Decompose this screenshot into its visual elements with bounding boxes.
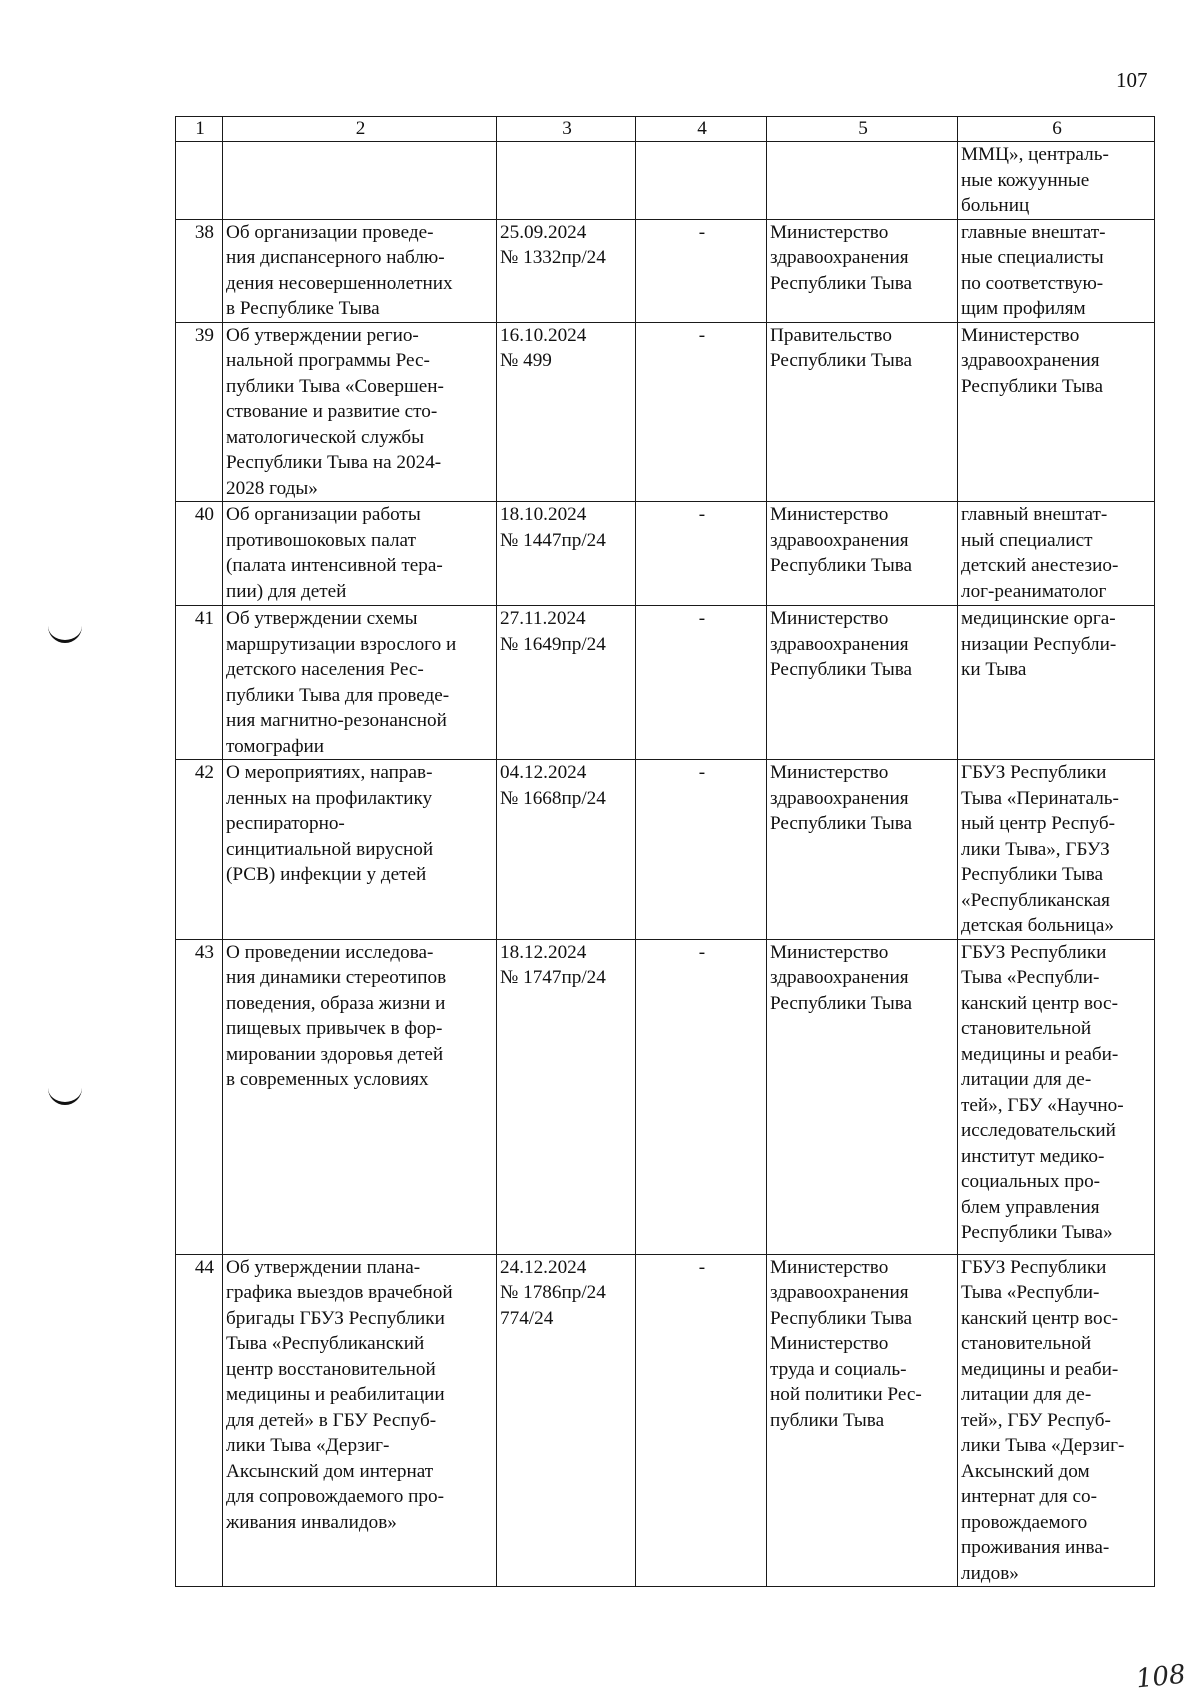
cell-line: ствование и развитие сто- xyxy=(226,401,438,422)
cell-line: центр восстановительной xyxy=(226,1358,436,1380)
column-4-cell: - xyxy=(636,502,767,606)
cell-line: № 1447пр/24 xyxy=(500,529,606,551)
cell-line: Министерство xyxy=(961,324,1080,346)
cell-line: медицины и реаби- xyxy=(961,1043,1119,1065)
cell-line: Республики Тыва xyxy=(770,813,913,834)
cell-line: в современных условиях xyxy=(226,1069,429,1090)
column-4-cell: - xyxy=(636,1254,767,1587)
cell-line: О проведении исследова- xyxy=(226,941,434,963)
cell-line: 27.11.2024 xyxy=(500,608,586,629)
cell-line: для сопровождаемого про- xyxy=(226,1486,444,1507)
cell-line: лики Тыва «Дерзиг- xyxy=(226,1435,390,1456)
cell-line: Об утверждении схемы xyxy=(226,608,418,629)
cell-line: 24.12.2024 xyxy=(500,1256,587,1278)
cell-line: маршрутизации взрослого и xyxy=(226,633,457,655)
row-number-cell xyxy=(176,142,223,220)
cell-line: ГБУЗ Республики xyxy=(961,762,1107,783)
cell-line: О мероприятиях, направ- xyxy=(226,762,433,783)
document-title-cell xyxy=(223,760,497,940)
cell-line: Об утверждении плана- xyxy=(226,1256,421,1278)
cell-line: лики Тыва «Дерзиг- xyxy=(961,1435,1125,1456)
cell-line: (РСВ) инфекции у детей xyxy=(226,864,427,885)
date-number-cell xyxy=(497,502,636,606)
cell-line: Тыва «Республи- xyxy=(961,1282,1100,1303)
cell-line: для детей» в ГБУ Респуб- xyxy=(226,1409,437,1431)
cell-line: № 499 xyxy=(500,350,552,371)
cell-line: синцитиальной вирусной xyxy=(226,838,434,860)
cell-line: здравоохранения xyxy=(770,633,909,655)
cell-line: здравоохранения xyxy=(770,247,909,268)
cell-line: ГБУЗ Республики xyxy=(961,941,1107,963)
row-number-cell: 41 xyxy=(176,606,223,760)
cell-line: ные кожуунные xyxy=(961,169,1090,191)
cell-line: Республики Тыва xyxy=(770,1307,913,1329)
cell-line: интернат для со- xyxy=(961,1486,1097,1507)
cell-line: щим профилям xyxy=(961,298,1086,319)
cell-line: Министерство xyxy=(770,941,889,963)
cell-line: «Республиканская xyxy=(961,889,1110,911)
cell-line: детский анестезио- xyxy=(961,555,1119,576)
date-number-cell xyxy=(497,939,636,1254)
executor-cell xyxy=(958,760,1155,940)
table-row xyxy=(176,219,1155,322)
executor-cell xyxy=(958,939,1155,1254)
column-4-cell xyxy=(636,142,767,220)
cell-line: главный внештат- xyxy=(961,504,1108,525)
column-4-cell: - xyxy=(636,939,767,1254)
page-number: 107 xyxy=(1116,68,1148,92)
cell-line: медицины и реабилитации xyxy=(226,1384,445,1405)
cell-line: Тыва «Перинаталь- xyxy=(961,787,1119,809)
date-number-cell xyxy=(497,219,636,322)
responsible-cell xyxy=(767,219,958,322)
cell-line: Республики Тыва xyxy=(770,350,913,371)
cell-line: 25.09.2024 xyxy=(500,221,587,243)
cell-line: ный центр Респуб- xyxy=(961,813,1115,834)
cell-line: лидов» xyxy=(961,1562,1019,1584)
cell-line: № 1786пр/24 xyxy=(500,1282,606,1303)
handwritten-page-number: 108 xyxy=(1134,1659,1188,1695)
row-number-cell: 42 xyxy=(176,760,223,940)
document-title-cell xyxy=(223,606,497,760)
cell-line: 16.10.2024 xyxy=(500,324,587,346)
cell-line: тей», ГБУ Респуб- xyxy=(961,1409,1111,1431)
cell-line: здравоохранения xyxy=(770,529,909,551)
header-cell: 2 xyxy=(223,117,497,142)
table-row xyxy=(176,939,1155,1254)
table-row xyxy=(176,1254,1155,1587)
cell-line: медицинские орга- xyxy=(961,608,1116,629)
cell-line: публики Тыва для проведе- xyxy=(226,684,450,706)
date-number-cell xyxy=(497,760,636,940)
cell-line: Республики Тыва xyxy=(961,864,1104,885)
cell-line: литации для де- xyxy=(961,1384,1092,1405)
cell-line: мировании здоровья детей xyxy=(226,1043,444,1065)
executor-cell xyxy=(958,322,1155,502)
cell-line: лики Тыва», ГБУЗ xyxy=(961,838,1110,860)
cell-line: № 1332пр/24 xyxy=(500,247,606,268)
cell-line: Об организации работы xyxy=(226,504,421,525)
cell-line: Министерство xyxy=(770,762,889,783)
header-cell: 4 xyxy=(636,117,767,142)
cell-line: ленных на профилактику xyxy=(226,787,433,809)
table-row xyxy=(176,760,1155,940)
cell-line: ГБУЗ Республики xyxy=(961,1256,1107,1278)
responsible-cell xyxy=(767,606,958,760)
cell-line: низации Республи- xyxy=(961,633,1117,655)
cell-line: Аксынский дом xyxy=(961,1460,1090,1482)
row-number-cell: 44 xyxy=(176,1254,223,1587)
date-number-cell xyxy=(497,1254,636,1587)
cell-line: Министерство xyxy=(770,608,889,629)
row-number-cell: 39 xyxy=(176,322,223,502)
cell-line: Министерство xyxy=(770,1256,889,1278)
cell-line: лог-реаниматолог xyxy=(961,580,1107,602)
responsible-cell xyxy=(767,1254,958,1587)
date-number-cell xyxy=(497,322,636,502)
cell-line: труда и социаль- xyxy=(770,1358,907,1380)
cell-line: 2028 годы» xyxy=(226,477,318,499)
cell-line: детского населения Рес- xyxy=(226,659,424,680)
cell-line: главные внештат- xyxy=(961,221,1106,243)
responsible-cell xyxy=(767,502,958,606)
cell-line: в Республике Тыва xyxy=(226,298,380,319)
cell-line: здравоохранения xyxy=(770,967,909,988)
row-number-cell: 43 xyxy=(176,939,223,1254)
cell-line: пии) для детей xyxy=(226,580,347,602)
cell-line: исследовательский xyxy=(961,1120,1116,1141)
executor-cell xyxy=(958,142,1155,220)
executor-cell xyxy=(958,219,1155,322)
cell-line: здравоохранения xyxy=(770,787,909,809)
column-4-cell: - xyxy=(636,606,767,760)
cell-line: Республики Тыва xyxy=(770,659,913,680)
header-cell: 1 xyxy=(176,117,223,142)
cell-line: № 1747пр/24 xyxy=(500,967,606,988)
cell-line: томографии xyxy=(226,735,325,757)
cell-line: матологической службы xyxy=(226,426,425,448)
cell-line: Об организации проведе- xyxy=(226,221,434,243)
cell-line: Республики Тыва xyxy=(770,992,913,1014)
cell-line: нальной программы Рес- xyxy=(226,350,430,371)
cell-line: Республики Тыва xyxy=(770,555,913,576)
cell-line: медицины и реаби- xyxy=(961,1358,1119,1380)
cell-line: литации для де- xyxy=(961,1069,1092,1090)
header-cell: 6 xyxy=(958,117,1155,142)
cell-line: больниц xyxy=(961,195,1030,216)
row-number-cell: 40 xyxy=(176,502,223,606)
cell-line: № 1649пр/24 xyxy=(500,633,606,655)
table-row xyxy=(176,322,1155,502)
document-title-cell xyxy=(223,1254,497,1587)
executor-cell xyxy=(958,1254,1155,1587)
cell-line: Министерство xyxy=(770,1333,889,1354)
cell-line: 18.10.2024 xyxy=(500,504,587,525)
cell-line: графика выездов врачебной xyxy=(226,1282,453,1303)
header-cell: 3 xyxy=(497,117,636,142)
cell-line: Республики Тыва на 2024- xyxy=(226,452,442,473)
cell-line: противошоковых палат xyxy=(226,529,416,551)
cell-line: ММЦ», централь- xyxy=(961,144,1109,165)
cell-line: ные специалисты xyxy=(961,247,1104,268)
cell-line: дения несовершеннолетних xyxy=(226,272,453,294)
executor-cell xyxy=(958,606,1155,760)
column-4-cell: - xyxy=(636,322,767,502)
date-number-cell xyxy=(497,606,636,760)
responsible-cell xyxy=(767,142,958,220)
cell-line: поведения, образа жизни и xyxy=(226,992,446,1014)
cell-line: ния диспансерного наблю- xyxy=(226,247,445,268)
cell-line: 18.12.2024 xyxy=(500,941,587,963)
cell-line: становительной xyxy=(961,1018,1092,1039)
cell-line: детская больница» xyxy=(961,915,1114,936)
cell-line: Аксынский дом интернат xyxy=(226,1460,434,1482)
cell-line: Министерство xyxy=(770,221,889,243)
document-title-cell xyxy=(223,219,497,322)
cell-line: ный специалист xyxy=(961,529,1093,551)
cell-line: ной политики Рес- xyxy=(770,1384,922,1405)
table-row xyxy=(176,502,1155,606)
cell-line: Республики Тыва xyxy=(961,375,1104,397)
document-table xyxy=(175,116,1155,1587)
cell-line: Министерство xyxy=(770,504,889,525)
date-number-cell xyxy=(497,142,636,220)
cell-line: проживания инва- xyxy=(961,1537,1110,1558)
cell-line: пищевых привычек в фор- xyxy=(226,1018,443,1039)
cell-line: Тыва «Республиканский xyxy=(226,1333,425,1354)
column-4-cell: - xyxy=(636,760,767,940)
cell-line: Республики Тыва» xyxy=(961,1222,1113,1243)
cell-line: респираторно- xyxy=(226,813,345,834)
cell-line: бригады ГБУЗ Республики xyxy=(226,1307,445,1329)
cell-line: тей», ГБУ «Научно- xyxy=(961,1094,1124,1116)
cell-line: блем управления xyxy=(961,1196,1100,1218)
cell-line: Правительство xyxy=(770,324,892,346)
cell-line: канский центр вос- xyxy=(961,1307,1118,1329)
cell-line: канский центр вос- xyxy=(961,992,1118,1014)
cell-line: по соответствую- xyxy=(961,272,1104,294)
column-4-cell: - xyxy=(636,219,767,322)
header-cell: 5 xyxy=(767,117,958,142)
cell-line: здравоохранения xyxy=(770,1282,909,1303)
cell-line: Об утверждении регио- xyxy=(226,324,419,346)
cell-line: здравоохранения xyxy=(961,350,1100,371)
margin-mark xyxy=(48,1088,82,1105)
responsible-cell xyxy=(767,760,958,940)
table-row xyxy=(176,142,1155,220)
cell-line: живания инвалидов» xyxy=(226,1511,397,1533)
table-row xyxy=(176,606,1155,760)
cell-line: № 1668пр/24 xyxy=(500,787,606,809)
document-title-cell xyxy=(223,142,497,220)
cell-line: публики Тыва «Совершен- xyxy=(226,375,444,397)
cell-line: Республики Тыва xyxy=(770,272,913,294)
document-title-cell xyxy=(223,502,497,606)
responsible-cell xyxy=(767,322,958,502)
row-number-cell: 38 xyxy=(176,219,223,322)
responsible-cell xyxy=(767,939,958,1254)
cell-line: институт медико- xyxy=(961,1145,1105,1167)
cell-line: ки Тыва xyxy=(961,659,1027,680)
margin-mark xyxy=(48,626,82,643)
cell-line: Тыва «Республи- xyxy=(961,967,1100,988)
cell-line: (палата интенсивной тера- xyxy=(226,555,443,576)
document-title-cell xyxy=(223,322,497,502)
cell-line: 04.12.2024 xyxy=(500,762,587,783)
cell-line: ния магнитно-резонансной xyxy=(226,710,447,731)
cell-line: ния динамики стереотипов xyxy=(226,967,447,988)
cell-line: социальных про- xyxy=(961,1171,1101,1192)
cell-line: 774/24 xyxy=(500,1307,554,1329)
cell-line: провождаемого xyxy=(961,1511,1088,1533)
document-title-cell xyxy=(223,939,497,1254)
table-header-row xyxy=(176,117,1155,142)
executor-cell xyxy=(958,502,1155,606)
cell-line: публики Тыва xyxy=(770,1409,885,1431)
cell-line: становительной xyxy=(961,1333,1092,1354)
